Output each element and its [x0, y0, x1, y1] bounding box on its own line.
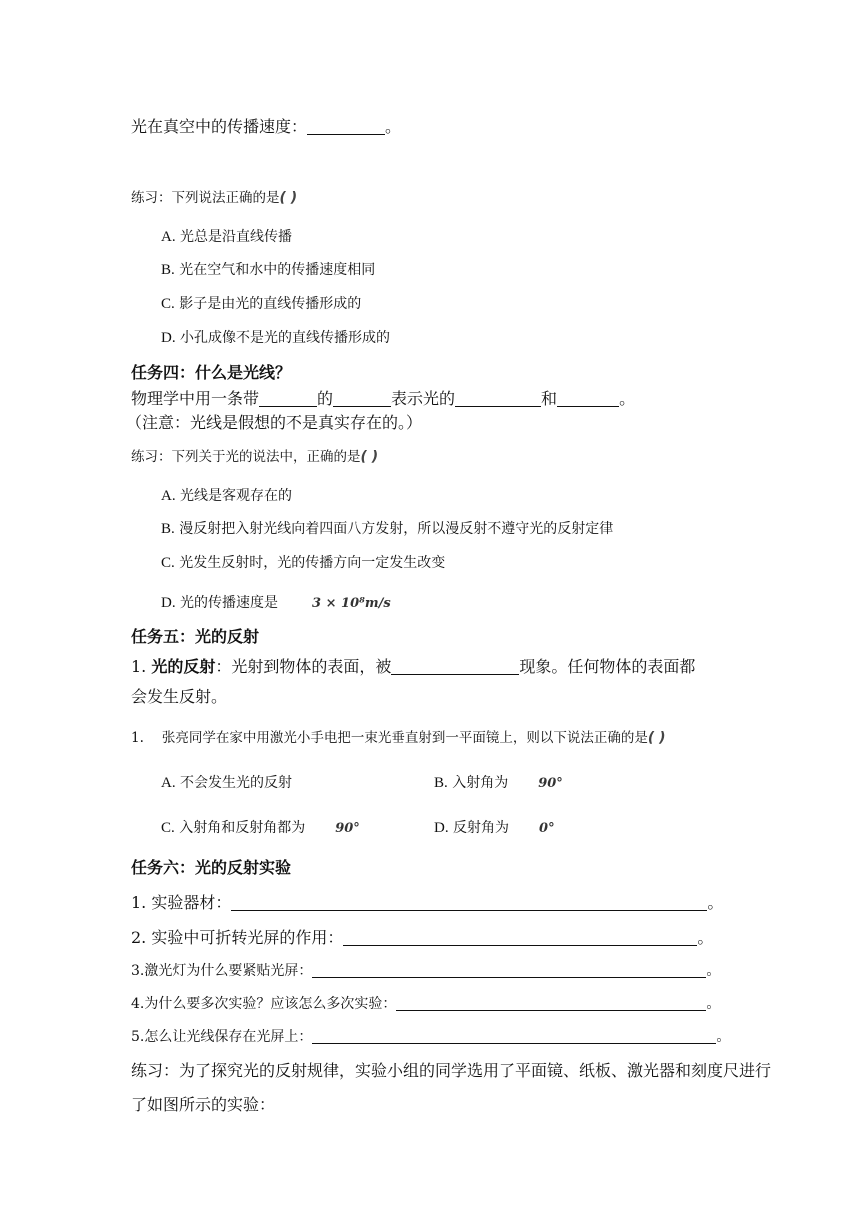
answer-blank[interactable] — [231, 894, 707, 911]
answer-blank[interactable] — [259, 390, 317, 407]
experiment-item-5: 5.怎么让光线保存在光屏上： 。 — [131, 1029, 731, 1045]
fill-in-sentence: 物理学中用一条带 的 表示光的 和 。 — [131, 389, 636, 408]
practice-line-1: 练习：为了探究光的反射规律，实验小组的同学选用了平面镜、纸板、激光器和刻度尺进行 — [131, 1061, 772, 1080]
answer-blank[interactable] — [312, 1029, 716, 1044]
answer-parentheses: ( ) — [647, 730, 666, 746]
math-formula: 3 × 10⁸m/s — [312, 596, 391, 611]
note: （注意：光线是假想的不是真实存在的。） — [126, 413, 423, 432]
section-heading: 任务五：光的反射 — [131, 627, 260, 646]
option-c: C. 入射角和反射角都为 90° — [161, 820, 360, 836]
answer-blank[interactable] — [333, 390, 391, 407]
question: 1. 张亮同学在家中用激光小手电把一束光垂直射到一平面镜上，则以下说法正确的是( ) — [131, 730, 666, 746]
section-heading: 任务四：什么是光线？ — [131, 363, 292, 382]
option-d: D. 反射角为 0° — [434, 820, 555, 836]
option-b: B. 入射角为 90° — [434, 775, 563, 791]
math-formula: 0° — [539, 821, 555, 836]
option-c: C. 影子是由光的直线传播形成的 — [161, 296, 362, 312]
answer-blank[interactable] — [557, 390, 619, 407]
practice-prompt: 练习：下列关于光的说法中，正确的是( ) — [131, 449, 379, 465]
definition-line: 1. 光的反射：光射到物体的表面，被 现象。任何物体的表面都 — [131, 657, 696, 676]
experiment-item-4: 4.为什么要多次实验？应该怎么多次实验： 。 — [131, 996, 721, 1012]
speed-question: 光在真空中的传播速度： 。 — [131, 117, 402, 136]
option-d: D. 光的传播速度是 3 × 10⁸m/s — [161, 595, 391, 611]
definition-line-2: 会发生反射。 — [131, 687, 228, 706]
answer-blank[interactable] — [455, 390, 541, 407]
math-formula: 90° — [335, 821, 360, 836]
experiment-item-1: 1. 实验器材： 。 — [131, 893, 724, 912]
option-a: A. 光线是客观存在的 — [161, 488, 293, 504]
option-b: B. 漫反射把入射光线向着四面八方发射，所以漫反射不遵守光的反射定律 — [161, 521, 614, 537]
option-a: A. 不会发生光的反射 — [161, 775, 293, 791]
practice-prompt: 练习：下列说法正确的是( ) — [131, 190, 298, 206]
practice-line-2: 了如图所示的实验： — [131, 1095, 276, 1114]
option-c: C. 光发生反射时，光的传播方向一定发生改变 — [161, 555, 446, 571]
section-heading: 任务六：光的反射实验 — [131, 858, 292, 877]
answer-blank[interactable] — [307, 118, 385, 135]
option-b: B. 光在空气和水中的传播速度相同 — [161, 262, 376, 278]
answer-parentheses: ( ) — [279, 190, 298, 206]
answer-blank[interactable] — [343, 929, 697, 946]
option-a: A. 光总是沿直线传播 — [161, 229, 293, 245]
math-formula: 90° — [538, 776, 563, 791]
answer-parentheses: ( ) — [360, 449, 379, 465]
answer-blank[interactable] — [312, 963, 706, 978]
option-d: D. 小孔成像不是光的直线传播形成的 — [161, 330, 391, 346]
experiment-item-2: 2. 实验中可折转光屏的作用： 。 — [131, 928, 714, 947]
answer-blank[interactable] — [391, 658, 519, 675]
answer-blank[interactable] — [396, 996, 706, 1011]
experiment-item-3: 3.激光灯为什么要紧贴光屏： 。 — [131, 963, 721, 979]
